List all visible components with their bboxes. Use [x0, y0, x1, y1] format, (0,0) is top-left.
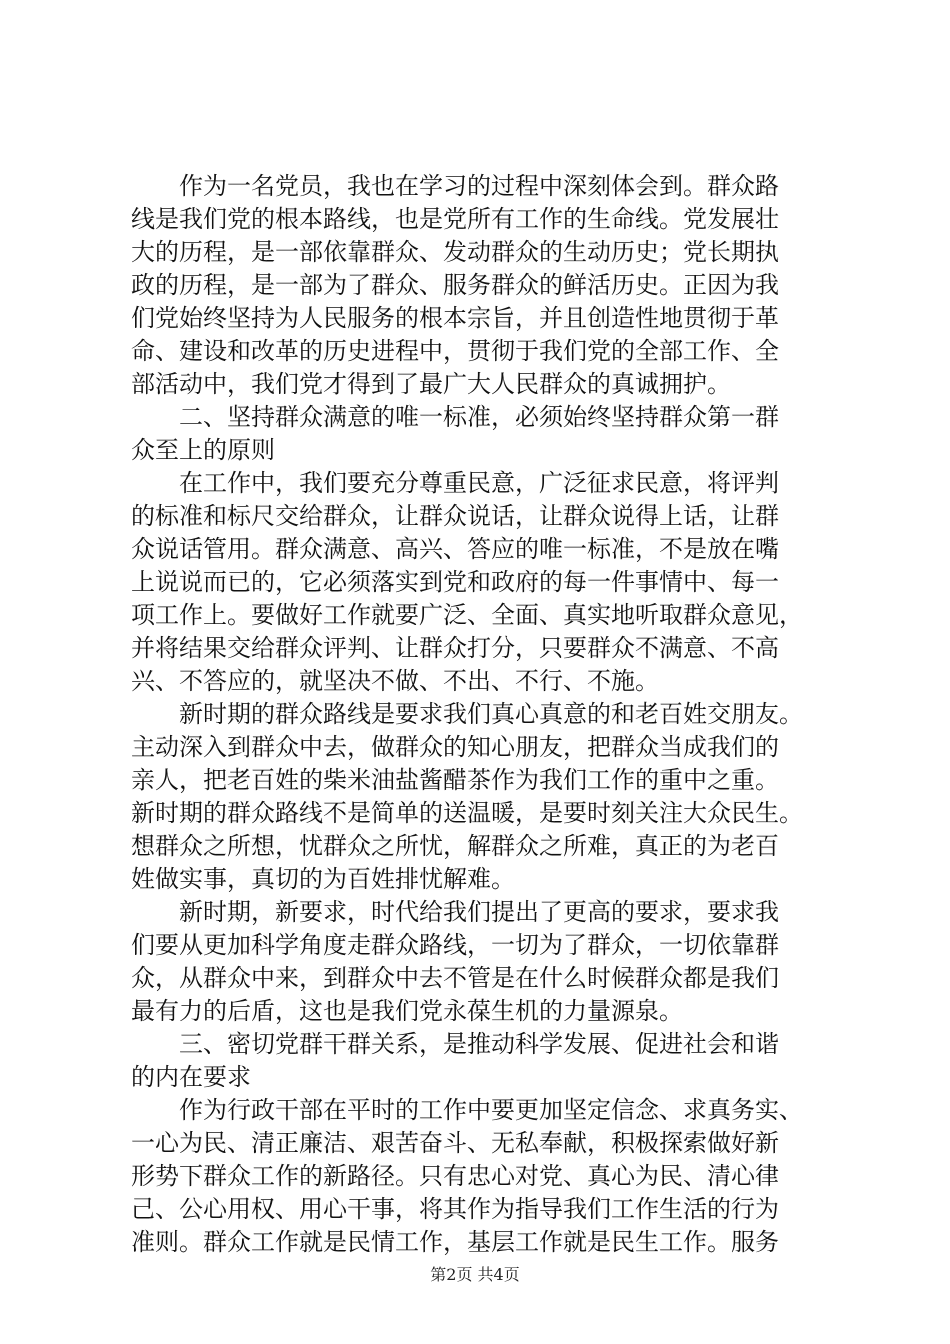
- text-line: 的内在要求: [131, 1063, 251, 1091]
- text-line: 兴、不答应的，就坚决不做、不出、不行、不施。: [131, 667, 659, 695]
- text-line: 众，从群众中来，到群众中去不管是在什么时候群众都是我们: [131, 964, 779, 992]
- text-line: 线是我们党的根本路线，也是党所有工作的生命线。党发展壮: [131, 205, 779, 233]
- text-line: 政的历程，是一部为了群众、服务群众的鲜活历史。正因为我: [131, 271, 779, 299]
- text-line: 最有力的后盾，这也是我们党永葆生机的力量源泉。: [131, 997, 683, 1025]
- text-line: 并将结果交给群众评判、让群众打分，只要群众不满意、不高: [131, 634, 779, 662]
- text-line: 众说话管用。群众满意、高兴、答应的唯一标准，不是放在嘴: [131, 535, 779, 563]
- text-line: 作为行政干部在平时的工作中要更加坚定信念、求真务实、: [179, 1096, 803, 1124]
- text-line: 们党始终坚持为人民服务的根本宗旨，并且创造性地贯彻于革: [131, 304, 779, 332]
- text-line: 项工作上。要做好工作就要广泛、全面、真实地听取群众意见，: [131, 601, 803, 629]
- text-line: 想群众之所想，忧群众之所忧，解群众之所难，真正的为老百: [131, 832, 779, 860]
- text-line: 部活动中，我们党才得到了最广大人民群众的真诚拥护。: [131, 370, 731, 398]
- text-line: 大的历程，是一部依靠群众、发动群众的生动历史；党长期执: [131, 238, 779, 266]
- text-line: 在工作中，我们要充分尊重民意，广泛征求民意，将评判: [179, 469, 779, 497]
- text-line: 准则。群众工作就是民情工作，基层工作就是民生工作。服务: [131, 1228, 779, 1256]
- text-line: 新时期的群众路线是要求我们真心真意的和老百姓交朋友。: [179, 700, 803, 728]
- text-line: 形势下群众工作的新路径。只有忠心对党、真心为民、清心律: [131, 1162, 779, 1190]
- page-footer: 第2页 共4页: [430, 1265, 520, 1284]
- text-line: 姓做实事，真切的为百姓排忧解难。: [131, 865, 515, 893]
- text-line: 的标准和标尺交给群众，让群众说话，让群众说得上话，让群: [131, 502, 779, 530]
- text-line: 上说说而已的，它必须落实到党和政府的每一件事情中、每一: [131, 568, 779, 596]
- text-line: 三、密切党群干群关系，是推动科学发展、促进社会和谐: [179, 1030, 779, 1058]
- text-line: 一心为民、清正廉洁、艰苦奋斗、无私奉献，积极探索做好新: [131, 1129, 779, 1157]
- text-line: 众至上的原则: [131, 436, 275, 464]
- text-line: 新时期，新要求，时代给我们提出了更高的要求，要求我: [179, 898, 779, 926]
- text-line: 们要从更加科学角度走群众路线，一切为了群众，一切依靠群: [131, 931, 779, 959]
- text-line: 己、公心用权、用心干事，将其作为指导我们工作生活的行为: [131, 1195, 779, 1223]
- text-line: 二、坚持群众满意的唯一标准，必须始终坚持群众第一群: [179, 403, 779, 431]
- text-line: 命、建设和改革的历史进程中，贯彻于我们党的全部工作、全: [131, 337, 779, 365]
- text-line: 主动深入到群众中去，做群众的知心朋友，把群众当成我们的: [131, 733, 779, 761]
- text-line: 作为一名党员，我也在学习的过程中深刻体会到。群众路: [179, 172, 779, 200]
- document-body: [131, 170, 831, 1259]
- text-line: 亲人，把老百姓的柴米油盐酱醋茶作为我们工作的重中之重。: [131, 766, 779, 794]
- text-line: 新时期的群众路线不是简单的送温暖，是要时刻关注大众民生。: [131, 799, 803, 827]
